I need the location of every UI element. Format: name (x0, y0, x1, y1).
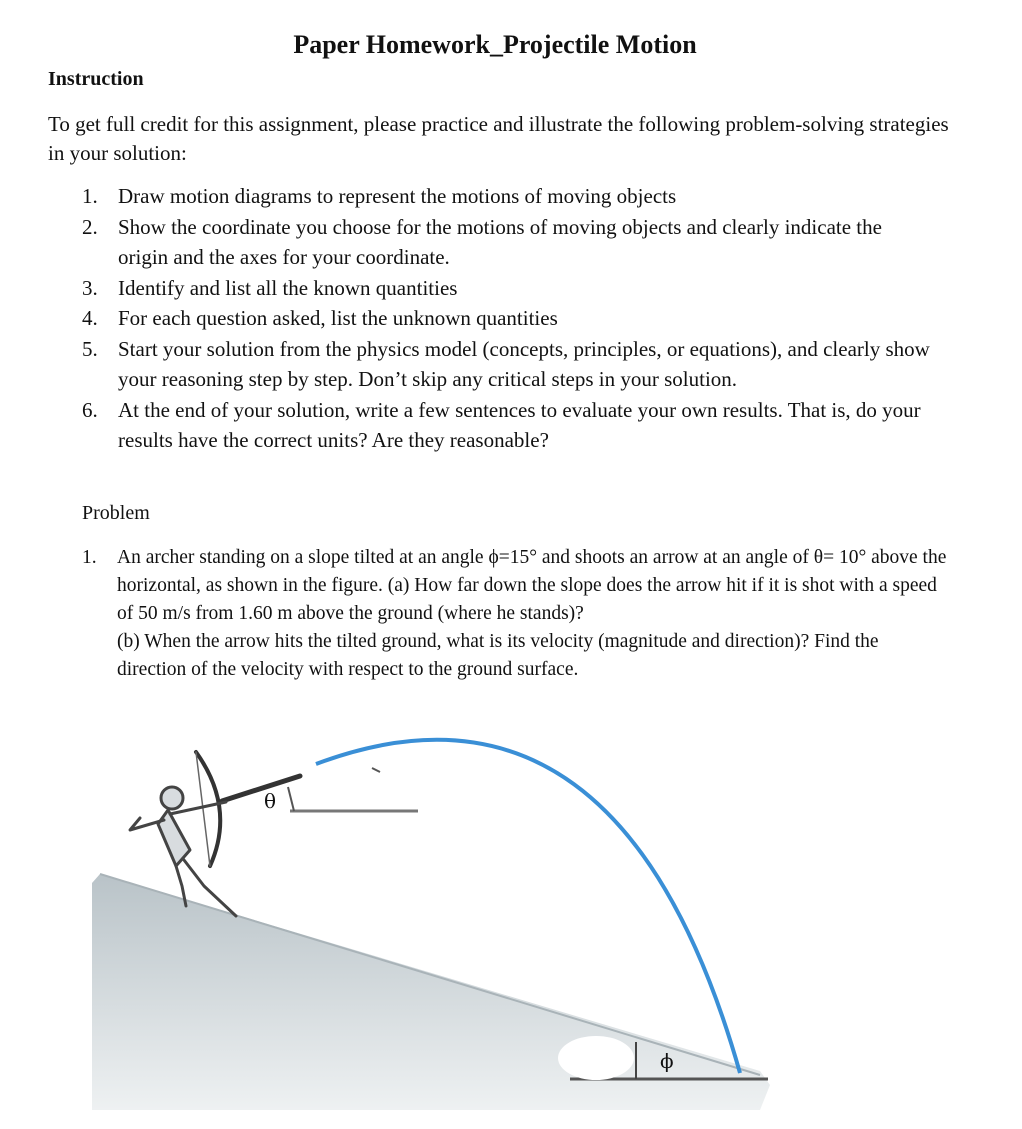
slope-ground (92, 874, 770, 1110)
list-item-text: At the end of your solution, write a few sentences to evaluate your own results. That is, do your results have the correct units? Are they reasonable? (118, 397, 921, 452)
list-item-text: Show the coordinate you choose for the motions of moving objects and clearly indicate the origin and the axes for your coordinate. (118, 214, 882, 269)
trajectory-tick (372, 768, 380, 772)
problem-part-a: An archer standing on a slope tilted at an angle ϕ=15° and shoots an arrow at an angle of θ= 10° above the horizontal, as shown in the figure. (a) How far down the slope does the arrow hit if it is shot with a speed of 50 m/s from 1.60 m above the ground (where he stands)? (117, 547, 947, 624)
list-item-text: Start your solution from the physics model (concepts, principles, or equations), and clearly show your reasoning step by step. Don’t skip any critical steps in your solution. (118, 336, 930, 391)
list-item-number: 6. (82, 397, 98, 422)
problem-statement (82, 544, 952, 684)
archer-head (161, 787, 183, 809)
list-item-number: 2. (82, 214, 98, 239)
list-item-number: 1. (82, 184, 98, 208)
theta-angle-tick (288, 787, 294, 811)
list-item-number: 5. (82, 336, 98, 361)
problem-part-b: (b) When the arrow hits the tilted ground, what is its velocity (magnitude and direction)? Find the direction of the velocity with respect to the ground surface. (117, 631, 879, 680)
archer-torso (158, 810, 190, 866)
projectile-figure (0, 690, 1022, 1129)
list-item-text: Draw motion diagrams to represent the motions of moving objects (118, 184, 677, 208)
list-item-text: Identify and list all the known quantities (118, 275, 458, 300)
blank-patch (558, 1036, 634, 1080)
list-item (82, 181, 932, 212)
problem-number: 1. (82, 547, 97, 568)
list-item (82, 273, 932, 304)
list-item-text: For each question asked, list the unknown quantities (118, 306, 558, 330)
page-title: Paper Homework_Projectile Motion (293, 30, 697, 59)
list-item (82, 212, 932, 273)
phi-label: ϕ (660, 1049, 674, 1073)
list-item-number: 3. (82, 275, 98, 300)
problem-heading: Problem (82, 502, 150, 524)
instruction-heading: Instruction (48, 68, 144, 90)
list-item (82, 395, 932, 456)
list-item (82, 334, 932, 395)
strategy-list (82, 181, 932, 456)
instruction-intro: To get full credit for this assignment, please practice and illustrate the following problem-solving strategies in your solution: (48, 112, 949, 165)
list-item (82, 303, 932, 334)
theta-label: θ (264, 789, 277, 813)
list-item-number: 4. (82, 306, 98, 330)
figure-canvas (0, 690, 1022, 1129)
